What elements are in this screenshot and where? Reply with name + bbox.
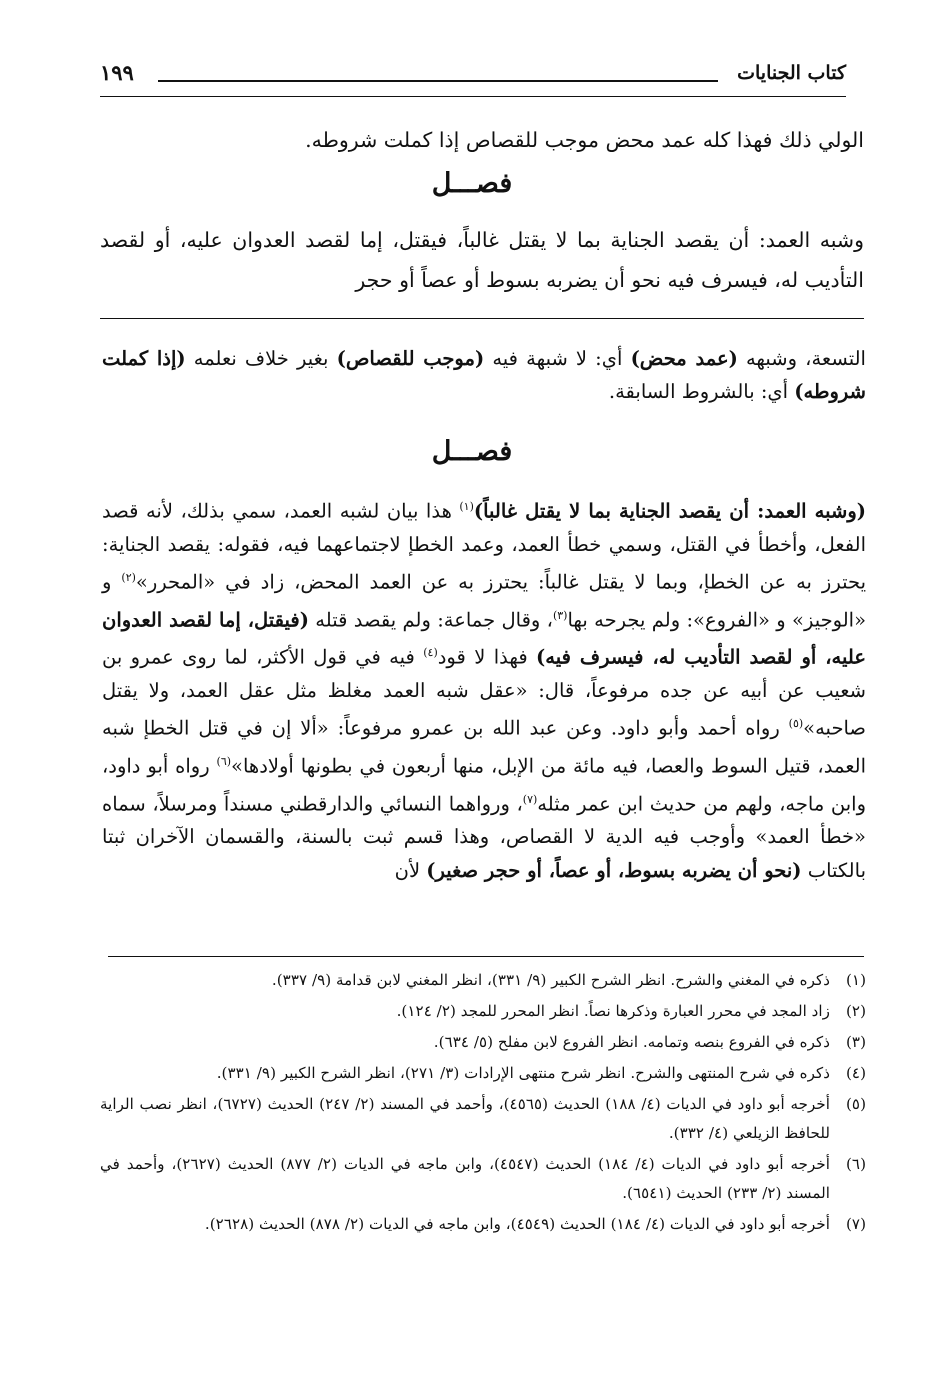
footnote-number: (٤) xyxy=(845,1064,866,1082)
sharh-span: و «الوجيز» و «الفروع»: ولم يجرحه بها xyxy=(102,570,867,632)
footnote-number: (٣) xyxy=(845,1033,866,1051)
sharh-span: ، ورواهما النسائي والدارقطني مسنداً ومرسلاً، سماه «خطأ العمد» وأوجب فيه الدية لا القصاص، وهذا قسم ثبت بالسنة، والقسمان الآخران ثبتا بالكتاب xyxy=(102,792,866,882)
sharh-paragraph-2 xyxy=(102,490,866,887)
matn-line xyxy=(100,120,864,160)
footnote-item xyxy=(100,1210,866,1239)
footnotes xyxy=(100,966,866,1241)
header-underline xyxy=(100,96,846,97)
footnote-number: (٢) xyxy=(845,1002,866,1020)
footnote-item xyxy=(100,1150,866,1208)
footnote-marker[interactable]: (٢) xyxy=(121,570,136,584)
page-number: ١٩٩ xyxy=(100,60,134,85)
sharh-span: هذا بيان لشبه العمد، سمي بذلك، لأنه قصد الفعل، وأخطأ في القتل، وسمي خطأ العمد، وعمد الخطإ لاجتماعهما فيه، فقوله: يقصد الجناية: يحترز به عن الخطإ، وبما لا يقتل غالباً: يحترز به عن العمد المحض، زاد في «المحرر» xyxy=(102,499,867,594)
footnote-marker[interactable]: (٣) xyxy=(552,608,568,622)
sharh-span: فيه في قول الأكثر، لما روى عمرو بن شعيب عن أبيه عن جده مرفوعاً، قال: «عقل شبه العمد مغلظ مثل عقل العمد، ولا يقتل صاحبه» xyxy=(102,645,866,740)
matn-text-1: الولي ذلك فهذا كله عمد محض موجب للقصاص إذا كملت شروطه. xyxy=(305,128,864,152)
footnote-marker[interactable]: (٧) xyxy=(522,792,538,806)
sharh-text-2 xyxy=(102,490,866,887)
matn-quote: (عمد محض) xyxy=(630,347,738,370)
footnote-number: (٧) xyxy=(845,1215,866,1233)
sharh-span: لأن xyxy=(394,858,427,882)
footnote-text: ذكره في المغني والشرح. انظر الشرح الكبير (٩/ ٣٣١)، انظر المغني لابن قدامة (٩/ ٣٣٧). xyxy=(271,971,830,989)
footnote-marker[interactable]: (٤) xyxy=(423,646,438,660)
matn-sharh-divider xyxy=(100,318,864,319)
sharh-span: رواه أحمد وأبو داود. وعن عبد الله بن عمرو مرفوعاً: «ألا إن في قتل الخطإ شبه العمد، قتيل السوط والعصا، فيه مائة من الإبل، منها أربعون في بطونها أولادها» xyxy=(102,716,866,778)
matn-quote: (وشبه العمد: xyxy=(749,499,867,523)
matn-paragraph xyxy=(100,220,864,300)
footnote-text: أخرجه أبو داود في الديات (٤/ ١٨٨) الحديث (٤٥٦٥)، وأحمد في المسند (٢/ ٢٤٧) الحديث (٦٧٢٧)، انظر نصب الراية للحافظ الزيلعي (٤/ ٣٣٢). xyxy=(100,1095,830,1142)
footnote-text: أخرجه أبو داود في الديات (٤/ ١٨٤) الحديث (٤٥٤٧)، وابن ماجه في الديات (٢/ ٨٧٧) الحديث (٢٦٢٧)، وأحمد في المسند (٢/ ٢٣٣) الحديث (٦٥٤١). xyxy=(100,1155,830,1202)
sharh-text-1 xyxy=(102,342,866,408)
footnote-item xyxy=(100,1059,866,1088)
matn-quote: أن يقصد الجناية بما لا يقتل غالباً) xyxy=(473,499,750,523)
chapter-title: كتاب الجنايات xyxy=(737,62,846,84)
footnote-item xyxy=(100,1028,866,1057)
footnote-rule xyxy=(108,956,864,957)
matn-quote: (موجب للقصاص) xyxy=(336,347,485,370)
footnote-item xyxy=(100,997,866,1026)
sharh-span: ، وقال جماعة: ولم يقصد قتله xyxy=(308,608,553,632)
footnote-marker[interactable]: (٥) xyxy=(788,717,804,731)
footnote-marker[interactable]: (١) xyxy=(459,500,474,513)
footnote-text: ذكره في شرح المنتهى والشرح. انظر شرح منتهى الإرادات (٣/ ٢٧١)، انظر الشرح الكبير (٩/ ٣٣١). xyxy=(216,1064,830,1082)
sharh-span: أي: بالشروط السابقة. xyxy=(608,380,795,404)
footnote-text: ذكره في الفروع بنصه وتمامه. انظر الفروع لابن مفلح (٥/ ٦٣٤). xyxy=(433,1033,830,1051)
matn-quote: (إذا كملت شروطه) xyxy=(102,347,866,404)
matn-quote: (نحو أن يضربه بسوط، أو عصاً، أو حجر صغير) xyxy=(426,858,802,882)
footnote-number: (٦) xyxy=(845,1155,866,1173)
matn-section-heading: فصـــل xyxy=(431,168,513,199)
running-header xyxy=(100,58,846,98)
footnote-text: أخرجه أبو داود في الديات (٤/ ١٨٤) الحديث (٤٥٤٩)، وابن ماجه في الديات (٢/ ٨٧٨) الحديث (٢٦٢٨). xyxy=(204,1215,830,1233)
footnote-text: زاد المجد في محرر العبارة وذكرها نصاً. انظر المحرر للمجد (٢/ ١٢٤). xyxy=(396,1002,830,1020)
footnote-number: (٥) xyxy=(845,1095,866,1113)
footnote-item xyxy=(100,966,866,995)
footnote-item xyxy=(100,1090,866,1148)
sharh-span: رواه أبو داود، وابن ماجه، ولهم من حديث ابن عمر مثله xyxy=(102,754,866,816)
footnote-marker[interactable]: (٦) xyxy=(216,754,232,768)
sharh-span: التسعة، وشبهه xyxy=(737,347,866,370)
matn-text-2: وشبه العمد: أن يقصد الجناية بما لا يقتل غالباً، فيقتل، إما لقصد العدوان عليه، أو لقصد التأديب له، فيسرف فيه نحو أن يضربه بسوط أو عصاً أو حجر xyxy=(100,228,864,292)
matn-quote: (فيقتل، إما لقصد العدوان عليه، أو لقصد التأديب له، فيسرف فيه) xyxy=(102,608,866,669)
sharh-span: فهذا لا قود xyxy=(437,645,537,669)
sharh-span: بغير خلاف نعلمه xyxy=(185,347,337,370)
sharh-section-heading: فصـــل xyxy=(431,436,513,467)
header-rule xyxy=(158,80,718,82)
sharh-paragraph-1 xyxy=(102,342,866,408)
sharh-span: أي: لا شبهة فيه xyxy=(484,347,631,370)
footnote-number: (١) xyxy=(845,971,866,989)
